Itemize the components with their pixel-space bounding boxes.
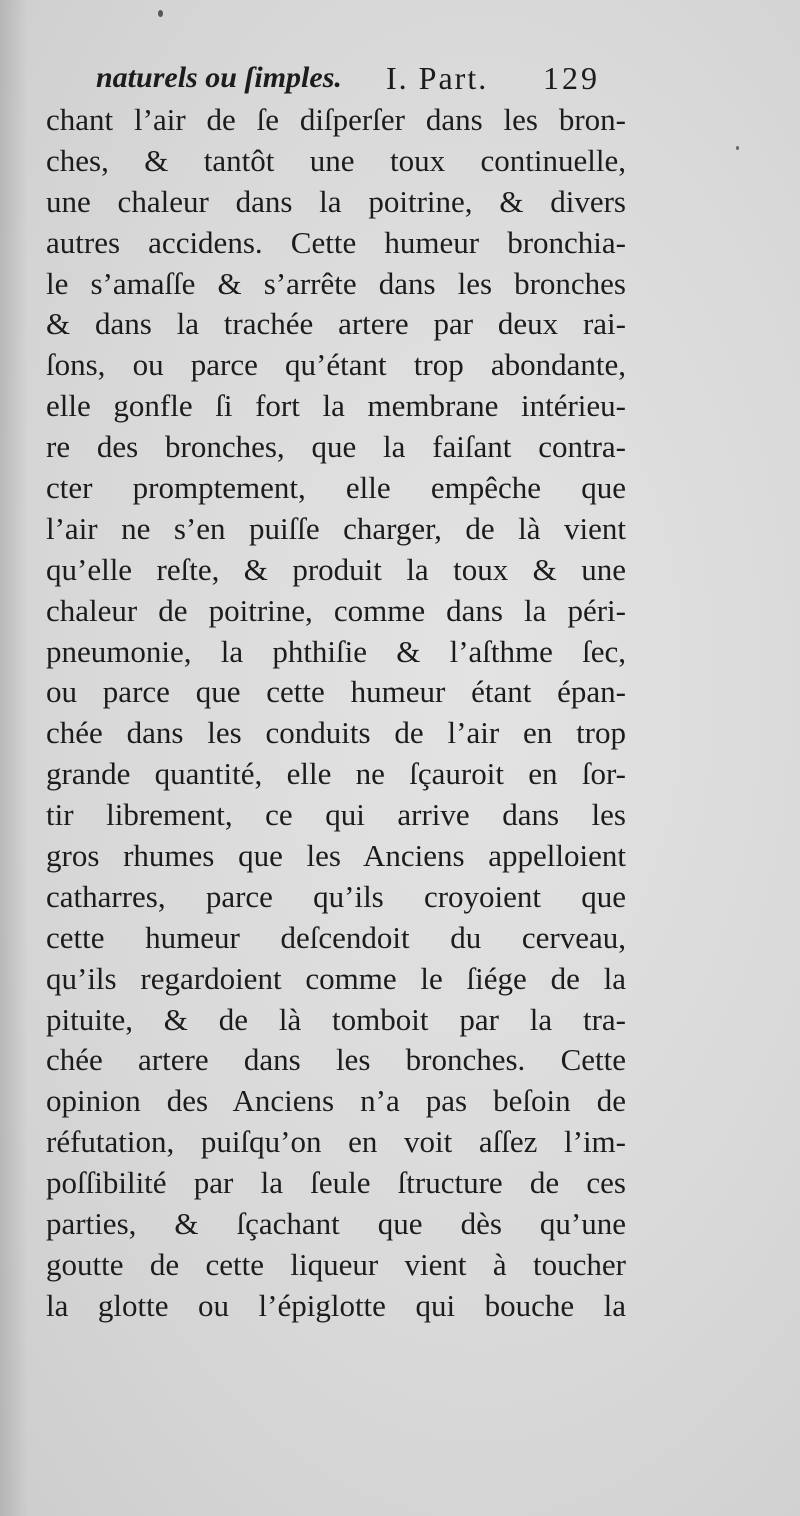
text-line: & dans la trachée artere par deux rai- [46, 306, 626, 342]
text-line: goutte de cette liqueur vient à toucher [46, 1246, 626, 1282]
text-line: qu’elle reſte, & produit la toux & une [46, 551, 626, 587]
text-line: ches, & tantôt une toux continuelle, [46, 142, 626, 178]
text-line: gros rhumes que les Anciens appelloient [46, 838, 626, 874]
text-line: pituite, & de là tomboit par la tra- [46, 1001, 626, 1037]
text-line: qu’ils regardoient comme le ſiége de la [46, 960, 626, 996]
text-line: chée artere dans les bronches. Cette [46, 1042, 626, 1078]
page-number: 129 [543, 60, 600, 96]
text-line: cette humeur deſcendoit du cerveau, [46, 919, 626, 955]
text-line: elle gonfle ſi fort la membrane intérieu- [46, 388, 626, 424]
text-line: tir librement, ce qui arrive dans les [46, 797, 626, 833]
text-line: cter promptement, elle empêche que [46, 470, 626, 506]
text-line: parties, & ſçachant que dès qu’une [46, 1206, 626, 1242]
text-line: une chaleur dans la poitrine, & divers [46, 183, 626, 219]
text-line: poſſibilité par la ſeule ſtructure de ces [46, 1165, 626, 1201]
text-line: grande quantité, elle ne ſçauroit en ſor- [46, 756, 626, 792]
running-head-part: I. Part. [386, 60, 489, 96]
text-line: la glotte ou l’épiglotte qui bouche la [46, 1287, 626, 1323]
text-line: l’air ne s’en puiſſe charger, de là vient [46, 510, 626, 546]
running-head-title: naturels ou ſimples. [96, 61, 342, 94]
text-line: chaleur de poitrine, comme dans la péri- [46, 592, 626, 628]
text-line: opinion des Anciens n’a pas beſoin de [46, 1083, 626, 1119]
text-line: pneumonie, la phthiſie & l’aſthme ſec, [46, 633, 626, 669]
text-line: chant l’air de ſe diſperſer dans les bron- [46, 102, 626, 137]
text-line: le s’amaſſe & s’arrête dans les bronches [46, 265, 626, 301]
text-line: ſons, ou parce qu’étant trop abondante, [46, 347, 626, 383]
text-line: autres accidens. Cette humeur bronchia- [46, 224, 626, 260]
text-line: ou parce que cette humeur étant épan- [46, 674, 626, 710]
text-line: réfutation, puiſqu’on en voit aſſez l’im- [46, 1124, 626, 1160]
ink-speck [158, 10, 163, 17]
running-head [0, 58, 800, 102]
ink-speck [736, 146, 739, 150]
text-line: chée dans les conduits de l’air en trop [46, 715, 626, 751]
body-text [46, 100, 626, 1327]
text-line: catharres, parce qu’ils croyoient que [46, 878, 626, 914]
text-line: re des bronches, que la faiſant contra- [46, 429, 626, 465]
